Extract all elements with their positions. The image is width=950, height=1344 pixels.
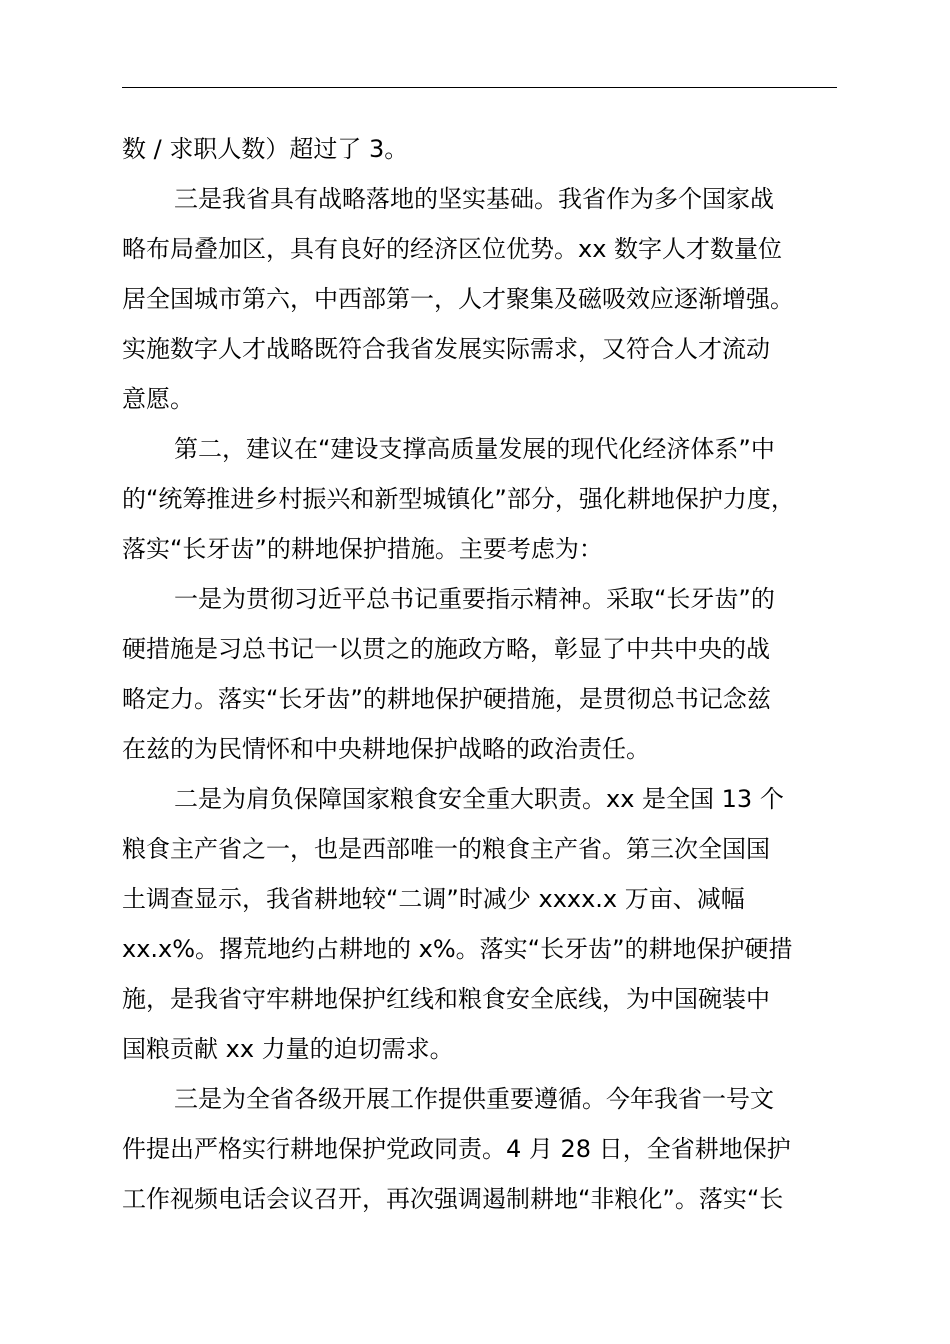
text-line: 工作视频电话会议召开，再次强调遏制耕地“非粮化”。落实“长 bbox=[122, 1185, 784, 1213]
text-line: 略布局叠加区，具有良好的经济区位优势。xx 数字人才数量位 bbox=[122, 235, 783, 263]
paragraph-start-line: 三是为全省各级开展工作提供重要遵循。今年我省一号文 bbox=[174, 1085, 774, 1113]
text-line: 土调查显示，我省耕地较“二调”时减少 xxxx.x 万亩、减幅 bbox=[122, 885, 745, 913]
text-line: 的“统筹推进乡村振兴和新型城镇化”部分，强化耕地保护力度， bbox=[122, 485, 795, 513]
text-line: 实施数字人才战略既符合我省发展实际需求，又符合人才流动 bbox=[122, 335, 770, 363]
text-line: 居全国城市第六，中西部第一，人才聚集及磁吸效应逐渐增强。 bbox=[122, 285, 794, 313]
text-line: 粮食主产省之一，也是西部唯一的粮食主产省。第三次全国国 bbox=[122, 835, 770, 863]
paragraph-start-line: 三是我省具有战略落地的坚实基础。我省作为多个国家战 bbox=[174, 185, 774, 213]
text-line: 硬措施是习总书记一以贯之的施政方略，彰显了中共中央的战 bbox=[122, 635, 770, 663]
text-line: 件提出严格实行耕地保护党政同责。4 月 28 日，全省耕地保护 bbox=[122, 1135, 791, 1163]
document-body bbox=[122, 124, 882, 1224]
text-line: 落实“长牙齿”的耕地保护措施。主要考虑为： bbox=[122, 535, 603, 563]
text-line: 略定力。落实“长牙齿”的耕地保护硬措施，是贯彻总书记念兹 bbox=[122, 685, 771, 713]
paragraph-start-line: 一是为贯彻习近平总书记重要指示精神。采取“长牙齿”的 bbox=[174, 585, 775, 613]
text-line: 数 / 求职人数）超过了 3。 bbox=[122, 135, 409, 163]
paragraph-start-line: 第二，建议在“建设支撑高质量发展的现代化经济体系”中 bbox=[174, 435, 775, 463]
text-line: 意愿。 bbox=[122, 385, 194, 413]
text-line: 在兹的为民情怀和中央耕地保护战略的政治责任。 bbox=[122, 735, 650, 763]
header-rule bbox=[122, 87, 837, 88]
text-line: 施，是我省守牢耕地保护红线和粮食安全底线，为中国碗装中 bbox=[122, 985, 770, 1013]
text-line: 国粮贡献 xx 力量的迫切需求。 bbox=[122, 1035, 454, 1063]
paragraph-start-line: 二是为肩负保障国家粮食安全重大职责。xx 是全国 13 个 bbox=[174, 785, 784, 813]
text-line: xx.x%。撂荒地约占耕地的 x%。落实“长牙齿”的耕地保护硬措 bbox=[122, 935, 793, 963]
